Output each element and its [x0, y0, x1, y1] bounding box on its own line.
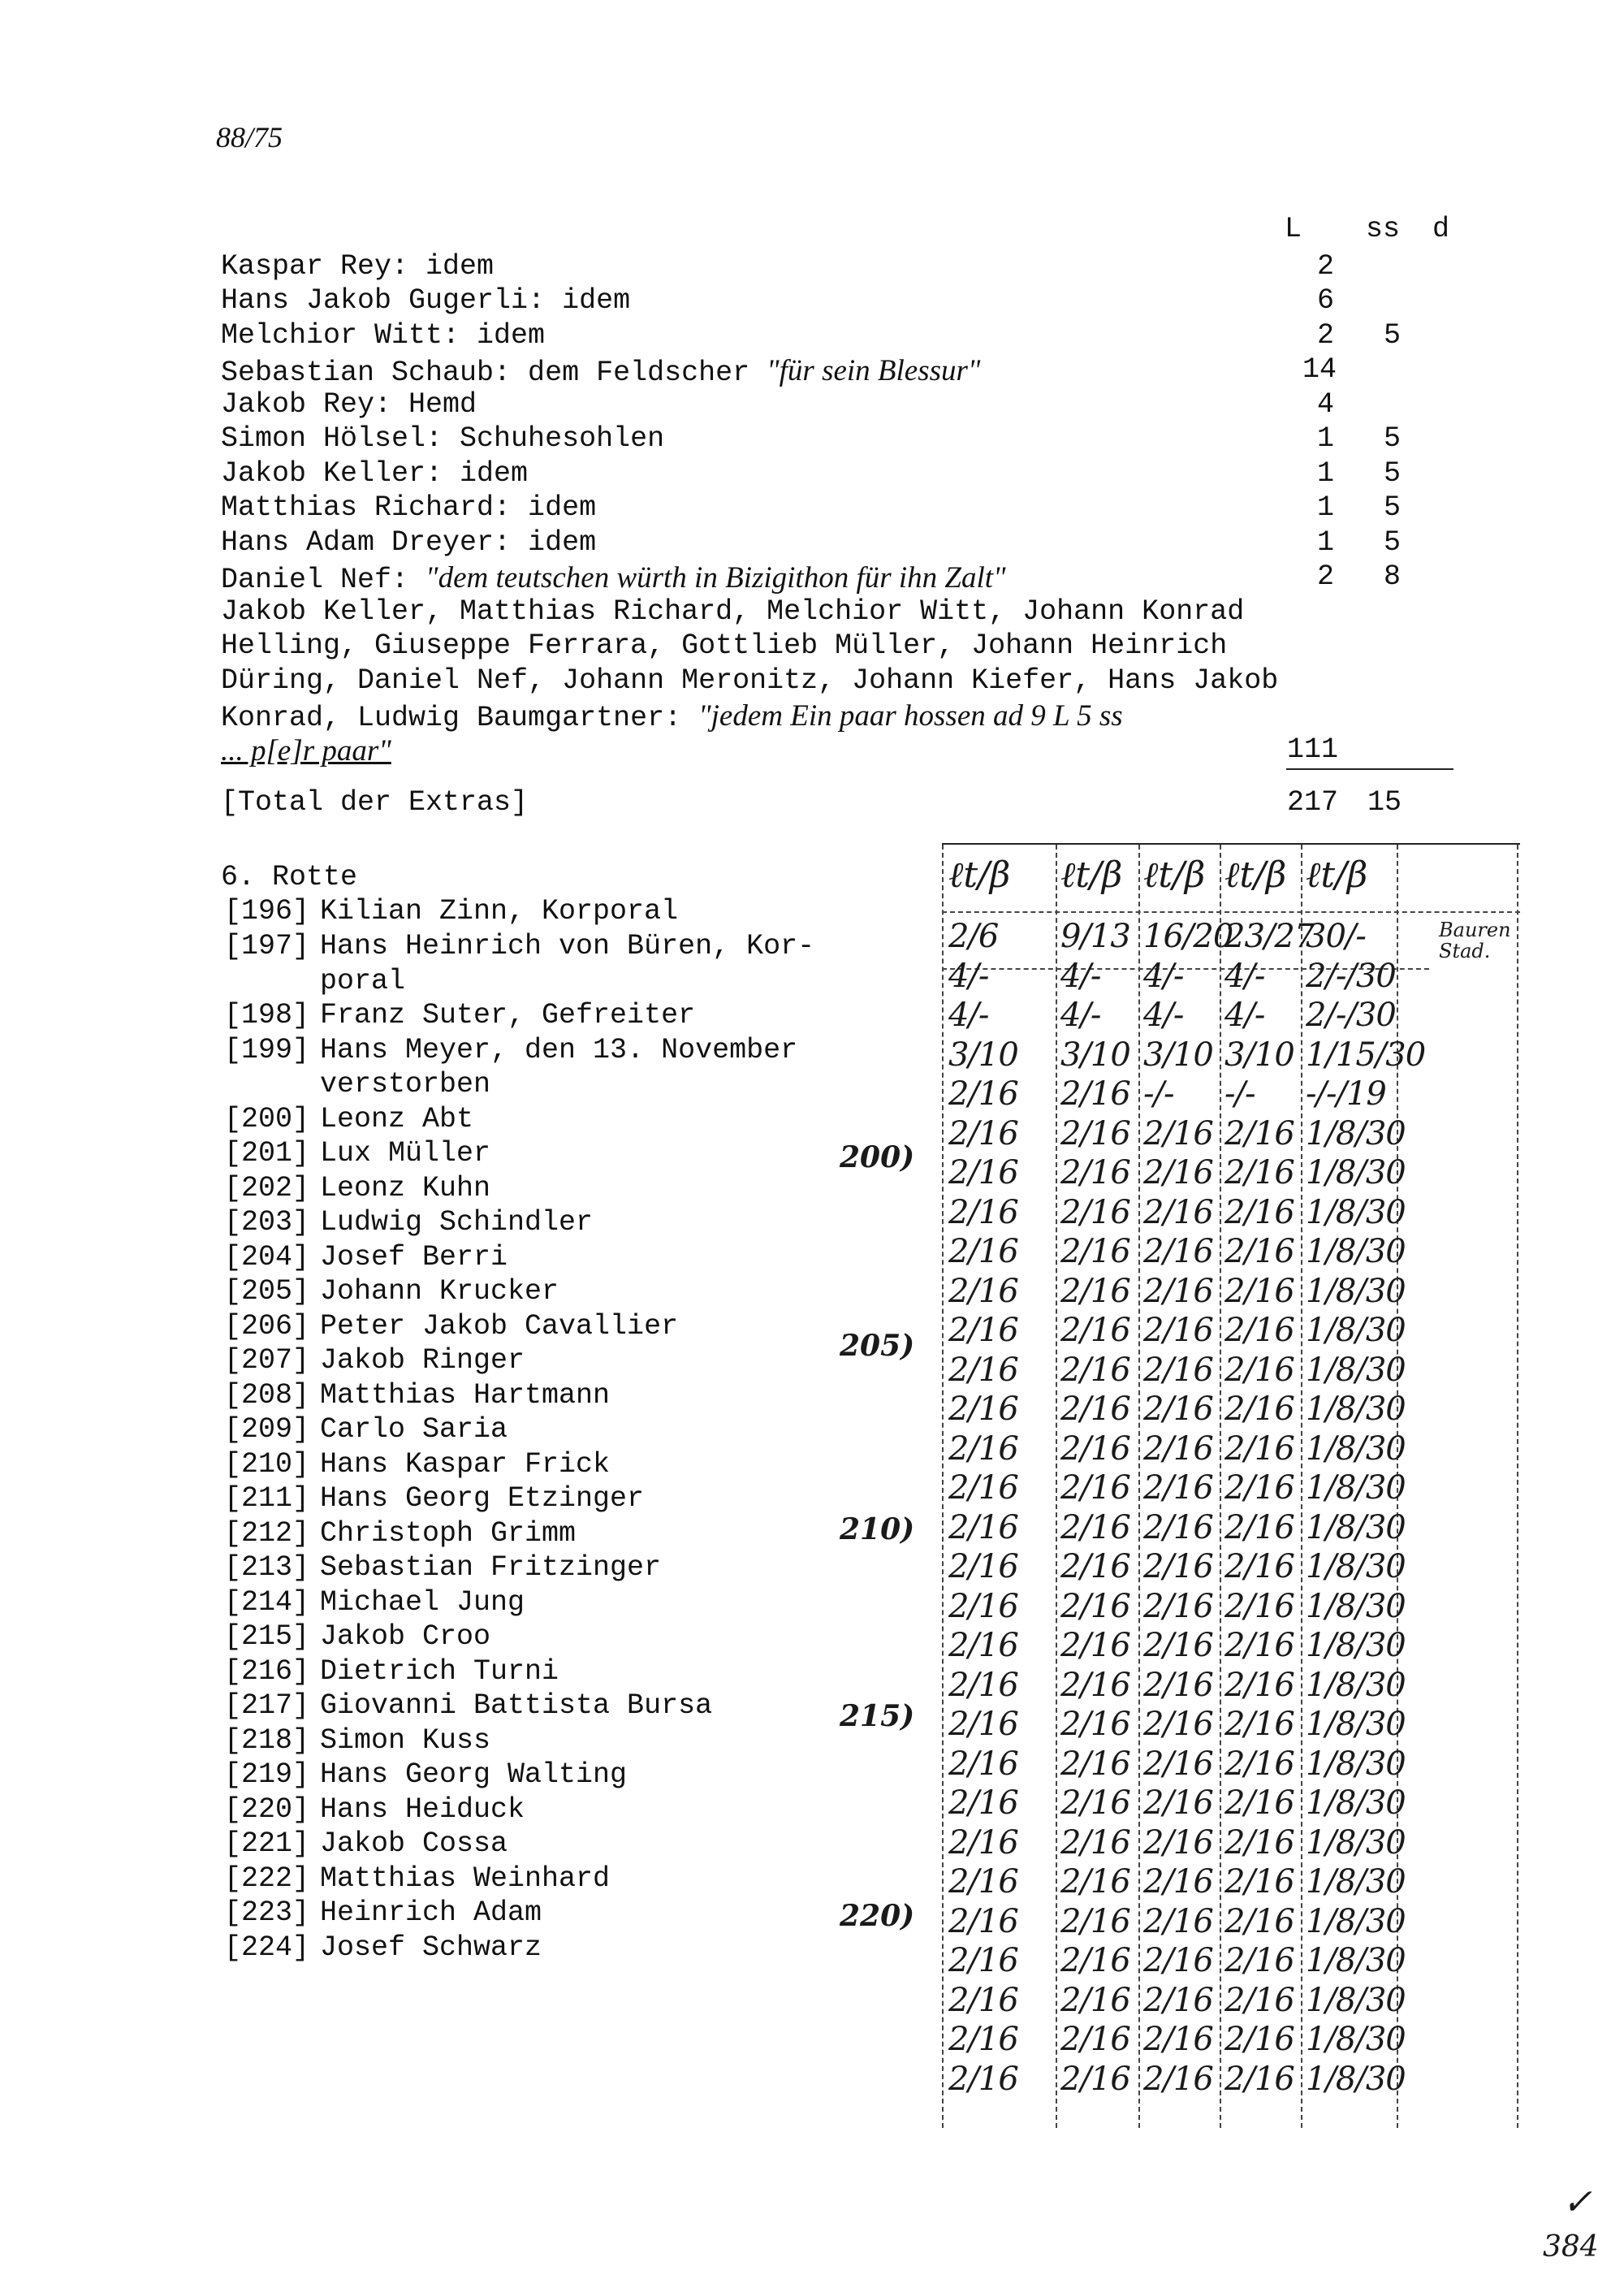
manuscript-cell: 1/15/30: [1306, 1036, 1426, 1074]
manuscript-cell: 2/16: [1143, 2060, 1213, 2098]
manuscript-cell: 2/16: [948, 1981, 1018, 2019]
member-name: Josef Berri: [320, 1241, 508, 1274]
member-number: [198]: [224, 999, 310, 1031]
member-number: [223]: [224, 1896, 310, 1929]
manuscript-cell: 2/16: [1060, 2060, 1130, 2098]
manuscript-cell: 2/16: [1060, 1863, 1130, 1901]
manuscript-cell: 2/16: [948, 1587, 1018, 1625]
manuscript-cell: 16/20: [1143, 918, 1233, 955]
manuscript-cell: 2/16: [1224, 1587, 1294, 1625]
margin-count-mark: 205): [840, 1329, 915, 1363]
manuscript-cell: 2/16: [1060, 1114, 1130, 1152]
manuscript-cell: 4/-: [1060, 957, 1101, 995]
extra-entry-L: 6: [1317, 284, 1335, 317]
manuscript-cell: 1/8/30: [1306, 1981, 1406, 2019]
member-number: [208]: [224, 1379, 310, 1412]
member-number: [204]: [224, 1241, 310, 1274]
member-number: [222]: [224, 1862, 310, 1895]
extra-entry-L: 2: [1317, 319, 1335, 352]
manuscript-cell: 2/16: [1060, 1272, 1130, 1310]
member-name: Matthias Hartmann: [320, 1379, 611, 1412]
total-label: [Total der Extras]: [221, 786, 529, 819]
group-entry-L: 111: [1287, 733, 1339, 766]
manuscript-cell: 2/16: [1143, 1114, 1213, 1152]
manuscript-cell: 2/16: [1060, 1823, 1130, 1862]
member-name: Carlo Saria: [320, 1413, 508, 1446]
manuscript-cell: 2/16: [1143, 1666, 1213, 1704]
extra-entry-text: Hans Adam Dreyer: idem: [221, 526, 597, 559]
manuscript-cell: 2/16: [948, 1942, 1018, 1979]
manuscript-cell: 2/16: [1143, 1312, 1213, 1349]
extra-entry-ss: 5: [1384, 491, 1402, 524]
manuscript-cell: 2/16: [1143, 1902, 1213, 1940]
manuscript-cell: 2/16: [948, 2021, 1018, 2058]
manuscript-cell: 4/-: [948, 957, 989, 995]
manuscript-cell: 2/16: [1060, 1429, 1130, 1468]
extra-entry-text-a: Daniel Nef:: [221, 564, 426, 596]
extra-entry-text: Matthias Richard: idem: [221, 491, 597, 524]
manuscript-cell: 1/8/30: [1306, 1745, 1406, 1783]
manuscript-cell: 1/8/30: [1306, 1154, 1406, 1191]
manuscript-cell: 2/16: [948, 1469, 1018, 1507]
manuscript-cell: 2/16: [1224, 1942, 1294, 1979]
manuscript-cell: 3/10: [1060, 1036, 1130, 1074]
extra-entry-ss: 5: [1384, 526, 1402, 559]
sum-rule: [1286, 768, 1453, 770]
manuscript-cell: 2/16: [1143, 1587, 1213, 1625]
manuscript-cell: 2/16: [948, 1312, 1018, 1349]
member-name: Hans Heiduck: [320, 1793, 525, 1826]
extra-entry-L: 14: [1302, 353, 1337, 386]
manuscript-cell: -/-: [1224, 1075, 1255, 1113]
manuscript-cell: 1/8/30: [1306, 1193, 1406, 1231]
manuscript-cell: 2/16: [1143, 1784, 1213, 1822]
member-number: [203]: [224, 1206, 310, 1239]
member-number: [219]: [224, 1758, 310, 1791]
manuscript-cell: 2/16: [1224, 2060, 1294, 2098]
manuscript-cell: -/-: [1143, 1075, 1174, 1113]
manuscript-header-cell: ℓt/β: [1143, 854, 1206, 896]
manuscript-cell: 2/16: [1060, 1469, 1130, 1507]
member-number: [214]: [224, 1586, 310, 1619]
extra-entry-ss: 5: [1384, 422, 1402, 455]
group-entry-text: Konrad, Ludwig Baumgartner:: [221, 702, 699, 734]
member-name: Jakob Ringer: [320, 1344, 525, 1377]
manuscript-cell: 2/16: [948, 1745, 1018, 1783]
manuscript-cell: 2/16: [948, 1902, 1018, 1940]
page-reference: 88/75: [216, 121, 283, 154]
member-number: [201]: [224, 1137, 310, 1170]
member-number: [215]: [224, 1620, 310, 1653]
member-number: [213]: [224, 1551, 310, 1584]
member-number: [197]: [224, 930, 310, 962]
manuscript-cell: 2/16: [1060, 1587, 1130, 1625]
manuscript-cell: 2/16: [948, 1390, 1018, 1428]
manuscript-cell: 30/-: [1306, 918, 1366, 955]
manuscript-cell: 2/16: [1143, 1942, 1213, 1979]
manuscript-header-cell: ℓt/β: [1060, 854, 1123, 896]
manuscript-cell: 2/16: [1224, 1390, 1294, 1428]
manuscript-cell: 2/16: [1143, 1548, 1213, 1585]
extra-entry-text: Jakob Rey: Hemd: [221, 388, 477, 421]
manuscript-cell: 2/16: [1143, 1154, 1213, 1191]
manuscript-cell: 2/16: [1224, 1902, 1294, 1940]
member-name-continuation: verstorben: [320, 1068, 491, 1101]
manuscript-cell: 4/-: [1224, 997, 1265, 1034]
member-name: Peter Jakob Cavallier: [320, 1310, 679, 1343]
manuscript-cell: 2/16: [948, 1508, 1018, 1546]
member-name: Hans Meyer, den 13. November: [320, 1034, 798, 1066]
manuscript-cell: 2/16: [948, 1233, 1018, 1270]
extra-entry-text: [221, 560, 1006, 596]
manuscript-header-rule: [942, 911, 1520, 913]
member-number: [217]: [224, 1689, 310, 1722]
manuscript-cell: 2/16: [948, 1548, 1018, 1585]
manuscript-cell: 2/16: [948, 1627, 1018, 1664]
manuscript-cell: 2/16: [1224, 1784, 1294, 1822]
manuscript-cell: 1/8/30: [1306, 1627, 1406, 1664]
member-name: Michael Jung: [320, 1586, 525, 1619]
extra-entry-text: Kaspar Rey: idem: [221, 250, 495, 283]
manuscript-cell: 2/16: [1143, 1429, 1213, 1468]
manuscript-cell: 2/16: [1224, 1233, 1294, 1270]
manuscript-cell: 1/8/30: [1306, 1233, 1406, 1270]
manuscript-cell: 4/-: [1143, 957, 1184, 995]
check-mark: ✓: [1562, 2182, 1592, 2223]
manuscript-cell: 2/16: [948, 2060, 1018, 2098]
manuscript-cell: 2/16: [948, 1823, 1018, 1862]
manuscript-cell: 1/8/30: [1306, 1823, 1406, 1862]
member-number: [209]: [224, 1413, 310, 1446]
manuscript-cell: 1/8/30: [1306, 1272, 1406, 1310]
manuscript-cell: 2/16: [1143, 1627, 1213, 1664]
member-name: Christoph Grimm: [320, 1517, 577, 1550]
manuscript-cell: 2/16: [1224, 2021, 1294, 2058]
manuscript-cell: 2/16: [948, 1154, 1018, 1191]
member-name: Giovanni Battista Bursa: [320, 1689, 713, 1722]
manuscript-cell: 2/16: [1060, 1351, 1130, 1389]
member-name: Simon Kuss: [320, 1724, 491, 1757]
manuscript-cell: 2/16: [1143, 2021, 1213, 2058]
manuscript-cell: 2/16: [1143, 1508, 1213, 1546]
member-number: [218]: [224, 1724, 310, 1757]
manuscript-cell: 2/16: [948, 1863, 1018, 1901]
extra-entry-L: 1: [1317, 457, 1335, 490]
manuscript-cell: 2/16: [1143, 1745, 1213, 1783]
group-entry-quote: "jedem Ein paar hossen ad 9 L 5 ss: [698, 699, 1123, 733]
manuscript-cell: 2/16: [1143, 1351, 1213, 1389]
member-number: [199]: [224, 1034, 310, 1066]
manuscript-cell: 2/16: [1060, 1981, 1130, 2019]
extra-entry-quote: "für sein Blessur": [767, 354, 981, 387]
total-L: 217: [1287, 786, 1339, 819]
member-name: Jakob Cossa: [320, 1827, 508, 1860]
member-number: [200]: [224, 1103, 310, 1135]
total-ss: 15: [1367, 786, 1402, 819]
manuscript-cell: 2/16: [1224, 1823, 1294, 1862]
extra-entry-L: 2: [1317, 560, 1335, 593]
manuscript-cell: 1/8/30: [1306, 1548, 1406, 1585]
manuscript-cell: 2/16: [1060, 1745, 1130, 1783]
extra-entry-text: Simon Hölsel: Schuhesohlen: [221, 422, 665, 455]
manuscript-cell: 1/8/30: [1306, 1942, 1406, 1979]
manuscript-cell: 2/16: [1224, 1114, 1294, 1152]
manuscript-cell: 2/16: [1224, 1863, 1294, 1901]
member-number: [202]: [224, 1172, 310, 1204]
member-name: Hans Kaspar Frick: [320, 1448, 611, 1481]
member-number: [211]: [224, 1482, 310, 1515]
member-number: [196]: [224, 895, 310, 928]
manuscript-cell: 2/16: [1060, 1193, 1130, 1231]
manuscript-header-cell: ℓt/β: [1306, 854, 1368, 896]
manuscript-cell: 1/8/30: [1306, 1469, 1406, 1507]
manuscript-cell: 2/16: [948, 1193, 1018, 1231]
manuscript-cell: 2/16: [1143, 1469, 1213, 1507]
member-number: [212]: [224, 1517, 310, 1550]
member-name: Jakob Croo: [320, 1620, 491, 1653]
manuscript-cell: 2/16: [1224, 1429, 1294, 1468]
manuscript-cell: 4/-: [1060, 997, 1101, 1034]
extra-entry-ss: 5: [1384, 457, 1402, 490]
manuscript-cell: 2/16: [948, 1351, 1018, 1389]
manuscript-cell: 2/16: [1060, 1075, 1130, 1113]
manuscript-cell: 2/16: [1224, 1154, 1294, 1191]
extra-entry-L: 1: [1317, 422, 1335, 455]
manuscript-cell: -/-/19: [1306, 1075, 1386, 1113]
group-entry-line: Jakob Keller, Matthias Richard, Melchior Witt, Johann Konrad: [221, 595, 1245, 628]
member-number: [221]: [224, 1827, 310, 1860]
manuscript-cell: 2/16: [1060, 1548, 1130, 1585]
member-name: Hans Georg Walting: [320, 1758, 628, 1791]
manuscript-top-border: [942, 843, 1520, 845]
member-number: [210]: [224, 1448, 310, 1481]
group-entry-line: Düring, Daniel Nef, Johann Meronitz, Johann Kiefer, Hans Jakob: [221, 664, 1279, 697]
extra-entry-L: 4: [1317, 388, 1335, 421]
manuscript-col-divider: [1517, 845, 1518, 2128]
member-name: Heinrich Adam: [320, 1896, 542, 1929]
member-number: [205]: [224, 1275, 310, 1308]
manuscript-cell: 2/16: [948, 1784, 1018, 1822]
extra-entry-L: 1: [1317, 491, 1335, 524]
margin-count-mark: 210): [840, 1512, 915, 1546]
manuscript-cell: 1/8/30: [1306, 1706, 1406, 1743]
group-entry-line: [221, 698, 1123, 734]
manuscript-cell: 3/10: [1224, 1036, 1294, 1074]
manuscript-col-divider: [1301, 845, 1302, 2128]
manuscript-header-cell: ℓt/β: [1224, 854, 1287, 896]
member-number: [207]: [224, 1344, 310, 1377]
member-number: [206]: [224, 1310, 310, 1343]
manuscript-col-divider: [1056, 845, 1057, 2128]
manuscript-cell: 2/16: [1224, 1469, 1294, 1507]
manuscript-cell: 2/16: [1060, 1942, 1130, 1979]
extra-entry-ss: 8: [1384, 560, 1402, 593]
manuscript-cell: 2/-/30: [1306, 997, 1396, 1034]
manuscript-cell: 2/16: [1060, 1706, 1130, 1743]
member-name: Franz Suter, Gefreiter: [320, 999, 696, 1031]
extra-entry-text: Jakob Keller: idem: [221, 457, 529, 490]
manuscript-col-divider: [942, 845, 944, 2128]
member-name: Lux Müller: [320, 1137, 491, 1170]
manuscript-cell: 2/16: [1060, 1312, 1130, 1349]
rotte-heading: 6. Rotte: [221, 861, 358, 893]
manuscript-cell: 2/16: [1224, 1981, 1294, 2019]
manuscript-cell: 2/16: [1143, 1863, 1213, 1901]
manuscript-cell: 2/16: [948, 1114, 1018, 1152]
folio-number: 384: [1543, 2230, 1599, 2264]
margin-count-mark: 200): [840, 1140, 915, 1174]
manuscript-cell: 2/16: [948, 1272, 1018, 1310]
manuscript-cell: 3/10: [1143, 1036, 1213, 1074]
extra-entry-L: 2: [1317, 250, 1335, 283]
manuscript-side-note: Bauren Stad.: [1439, 919, 1511, 962]
manuscript-cell: 1/8/30: [1306, 1114, 1406, 1152]
manuscript-cell: 2/16: [1060, 2021, 1130, 2058]
manuscript-cell: 2/16: [1143, 1981, 1213, 2019]
member-name: Hans Heinrich von Büren, Kor-: [320, 930, 815, 962]
extra-entry-text-a: Sebastian Schaub: dem Feldscher: [221, 357, 767, 389]
manuscript-cell: 2/-/30: [1306, 957, 1396, 995]
manuscript-cell: 2/16: [1143, 1193, 1213, 1231]
manuscript-cell: 23/27: [1224, 918, 1315, 955]
manuscript-cell: 2/16: [1224, 1312, 1294, 1349]
manuscript-cell: 1/8/30: [1306, 1351, 1406, 1389]
extra-entry-text: Melchior Witt: idem: [221, 319, 546, 352]
member-number: [224]: [224, 1931, 310, 1964]
manuscript-cell: 2/6: [948, 918, 999, 955]
manuscript-cell: 2/16: [1143, 1390, 1213, 1428]
group-entry-quote-end: ... p[e]r paar": [221, 734, 391, 768]
member-name: Ludwig Schindler: [320, 1206, 594, 1239]
manuscript-header-cell: ℓt/β: [948, 854, 1011, 896]
manuscript-cell: 1/8/30: [1306, 1508, 1406, 1546]
member-name: Kilian Zinn, Korporal: [320, 895, 679, 928]
col-header-L: L: [1285, 213, 1302, 245]
manuscript-cell: 1/8/30: [1306, 1784, 1406, 1822]
manuscript-cell: 2/16: [1224, 1548, 1294, 1585]
manuscript-cell: 2/16: [1224, 1351, 1294, 1389]
manuscript-cell: 1/8/30: [1306, 2060, 1406, 2098]
manuscript-cell: 2/16: [1060, 1390, 1130, 1428]
manuscript-cell: 2/16: [1060, 1233, 1130, 1270]
manuscript-cell: 2/16: [948, 1075, 1018, 1113]
manuscript-cell: 2/16: [1143, 1272, 1213, 1310]
member-name-continuation: poral: [320, 965, 406, 997]
manuscript-cell: 2/16: [948, 1666, 1018, 1704]
manuscript-cell: 2/16: [1224, 1745, 1294, 1783]
manuscript-cell: 2/16: [1224, 1272, 1294, 1310]
manuscript-cell: 2/16: [1060, 1666, 1130, 1704]
member-name: Dietrich Turni: [320, 1655, 559, 1688]
extra-entry-L: 1: [1317, 526, 1335, 559]
extra-entry-ss: 5: [1384, 319, 1402, 352]
manuscript-cell: 2/16: [1224, 1508, 1294, 1546]
manuscript-cell: 1/8/30: [1306, 1902, 1406, 1940]
manuscript-col-divider: [1220, 845, 1221, 2128]
manuscript-cell: 2/16: [1143, 1706, 1213, 1743]
manuscript-cell: 2/16: [1060, 1627, 1130, 1664]
member-name: Leonz Kuhn: [320, 1172, 491, 1204]
manuscript-cell: 2/16: [1060, 1784, 1130, 1822]
manuscript-cell: 2/16: [1060, 1508, 1130, 1546]
manuscript-cell: 1/8/30: [1306, 1863, 1406, 1901]
manuscript-cell: 2/16: [1143, 1233, 1213, 1270]
manuscript-cell: 1/8/30: [1306, 2021, 1406, 2058]
manuscript-cell: 1/8/30: [1306, 1390, 1406, 1428]
group-entry-line: Helling, Giuseppe Ferrara, Gottlieb Müller, Johann Heinrich: [221, 629, 1228, 662]
member-number: [216]: [224, 1655, 310, 1688]
manuscript-cell: 2/16: [948, 1429, 1018, 1468]
col-header-d: d: [1432, 213, 1450, 245]
manuscript-cell: 4/-: [948, 997, 989, 1034]
member-name: Johann Krucker: [320, 1275, 559, 1308]
member-name: Josef Schwarz: [320, 1931, 542, 1964]
manuscript-cell: 1/8/30: [1306, 1429, 1406, 1468]
manuscript-cell: 3/10: [948, 1036, 1018, 1074]
manuscript-cell: 1/8/30: [1306, 1587, 1406, 1625]
manuscript-cell: 1/8/30: [1306, 1666, 1406, 1704]
manuscript-cell: 4/-: [1143, 997, 1184, 1034]
member-number: [220]: [224, 1793, 310, 1826]
col-header-ss: ss: [1366, 213, 1401, 245]
manuscript-cell: 2/16: [1224, 1627, 1294, 1664]
manuscript-cell: 4/-: [1224, 957, 1265, 995]
manuscript-cell: 2/16: [1060, 1902, 1130, 1940]
margin-count-mark: 215): [840, 1699, 915, 1733]
manuscript-cell: 9/13: [1060, 918, 1130, 955]
member-name: Matthias Weinhard: [320, 1862, 611, 1895]
manuscript-cell: 1/8/30: [1306, 1312, 1406, 1349]
member-name: Sebastian Fritzinger: [320, 1551, 662, 1584]
manuscript-cell: 2/16: [948, 1706, 1018, 1743]
manuscript-cell: 2/16: [1143, 1823, 1213, 1862]
margin-count-mark: 220): [840, 1899, 915, 1933]
member-name: Hans Georg Etzinger: [320, 1482, 645, 1515]
extra-entry-text: [221, 353, 980, 389]
manuscript-cell: 2/16: [1060, 1154, 1130, 1191]
extra-entry-quote: "dem teutschen würth in Bizigithon für ihn Zalt": [425, 561, 1006, 595]
member-name: Leonz Abt: [320, 1103, 474, 1135]
manuscript-cell: 2/16: [1224, 1193, 1294, 1231]
extra-entry-text: Hans Jakob Gugerli: idem: [221, 284, 631, 317]
manuscript-cell: 2/16: [1224, 1706, 1294, 1743]
manuscript-cell: 2/16: [1224, 1666, 1294, 1704]
manuscript-col-divider: [1138, 845, 1140, 2128]
